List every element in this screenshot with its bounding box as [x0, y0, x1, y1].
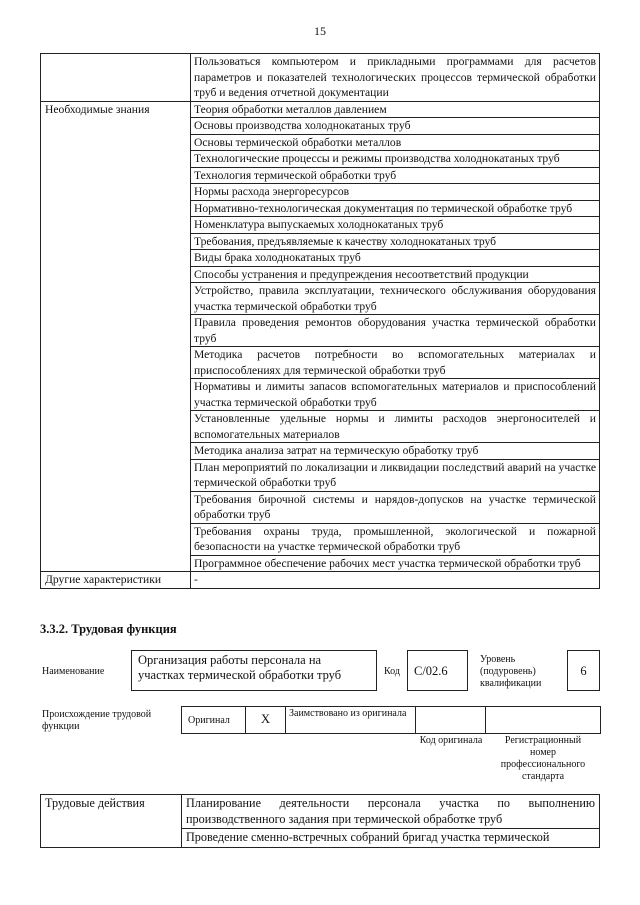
original-code-caption: Код оригинала — [419, 735, 483, 746]
empty-label-cell — [41, 283, 191, 315]
table-row — [41, 443, 600, 460]
table-row — [41, 795, 600, 829]
original-mark-cell — [246, 707, 286, 734]
empty-label-cell — [41, 491, 191, 523]
table-row — [41, 491, 600, 523]
table-row — [41, 250, 600, 267]
knowledge-item: Требования охраны труда, промышленной, экологической и пожарной безопасности на участке термической обработки труб — [191, 523, 600, 555]
original-code-cell — [416, 707, 486, 734]
empty-label-cell — [41, 167, 191, 184]
original-label: Оригинал — [188, 715, 230, 726]
section-title: 3.3.2. Трудовая функция — [40, 622, 177, 636]
knowledge-item: Номенклатура выпускаемых холоднокатаных труб — [191, 217, 600, 234]
empty-label-cell — [41, 315, 191, 347]
knowledge-item: Теория обработки металлов давлением — [191, 101, 600, 118]
table-row — [41, 829, 600, 848]
function-name: Организация работы персонала на участках термической обработки труб — [138, 653, 342, 682]
knowledge-item: Нормы расхода энергоресурсов — [191, 184, 600, 201]
knowledge-item: Методика анализа затрат на термическую обработку труб — [191, 443, 600, 460]
other-value: - — [191, 572, 600, 589]
knowledge-item: Технология термической обработки труб — [191, 167, 600, 184]
empty-label-cell — [41, 118, 191, 135]
knowledge-item: Нормативно-технологическая документация по термической обработке труб — [191, 200, 600, 217]
knowledge-item: Нормативы и лимиты запасов вспомогательных материалов и приспособлений участка термической обработки труб — [191, 379, 600, 411]
table-row — [41, 118, 600, 135]
table-row — [41, 555, 600, 572]
table-row — [41, 379, 600, 411]
empty-label-cell — [41, 266, 191, 283]
other-label: Другие характеристики — [41, 572, 191, 589]
table-row — [41, 266, 600, 283]
knowledge-item: Технологические процессы и режимы производства холоднокатаных труб — [191, 151, 600, 168]
borrowed-cell — [286, 707, 416, 734]
table-row — [41, 233, 600, 250]
knowledge-item: Способы устранения и предупреждения несоответствий продукции — [191, 266, 600, 283]
knowledge-item: Устройство, правила эксплуатации, технического обслуживания оборудования участка термической обработки труб — [191, 283, 600, 315]
table-row — [41, 134, 600, 151]
empty-label-cell — [41, 555, 191, 572]
name-label: Наименование — [42, 666, 105, 677]
empty-label-cell — [41, 829, 182, 848]
knowledge-item: Виды брака холоднокатаных труб — [191, 250, 600, 267]
empty-label-cell — [41, 233, 191, 250]
empty-label-cell — [41, 54, 191, 102]
page-number: 15 — [314, 24, 326, 38]
original-cell — [182, 707, 246, 734]
empty-label-cell — [41, 523, 191, 555]
knowledge-item: Установленные удельные нормы и лимиты расходов энергоносителей и вспомогательных материалов — [191, 411, 600, 443]
empty-label-cell — [41, 200, 191, 217]
table-row — [41, 315, 600, 347]
original-mark: X — [260, 712, 271, 726]
knowledge-table — [40, 53, 600, 589]
origin-label: Происхождение трудовой функции — [42, 709, 152, 732]
knowledge-item: Требования бирочной системы и нарядов-допусков на участке термической обработки труб — [191, 491, 600, 523]
empty-label-cell — [41, 217, 191, 234]
level-box — [567, 650, 600, 691]
table-row — [41, 151, 600, 168]
knowledge-label: Необходимые знания — [41, 101, 191, 118]
empty-label-cell — [41, 411, 191, 443]
empty-label-cell — [41, 151, 191, 168]
empty-label-cell — [41, 184, 191, 201]
function-code-box — [407, 650, 468, 691]
table-row — [41, 54, 600, 102]
action-item: Проведение сменно-встречных собраний бригад участка термической — [182, 829, 600, 848]
table-row — [41, 184, 600, 201]
knowledge-item: Программное обеспечение рабочих мест участка термической обработки труб — [191, 555, 600, 572]
empty-label-cell — [41, 347, 191, 379]
function-name-box — [131, 650, 377, 691]
registration-number-cell — [486, 707, 601, 734]
table-row — [41, 217, 600, 234]
knowledge-item: Основы производства холоднокатаных труб — [191, 118, 600, 135]
knowledge-item: План мероприятий по локализации и ликвидации последствий аварий на участке термической обработки труб — [191, 459, 600, 491]
knowledge-item: Основы термической обработки металлов — [191, 134, 600, 151]
table-row — [41, 411, 600, 443]
table-row — [41, 283, 600, 315]
borrowed-label: Заимствовано из оригинала — [289, 708, 407, 719]
function-code: C/02.6 — [414, 664, 448, 678]
origin-table — [181, 706, 601, 734]
knowledge-item: Требования, предъявляемые к качеству холоднокатаных труб — [191, 233, 600, 250]
table-row — [41, 101, 600, 118]
empty-label-cell — [41, 134, 191, 151]
knowledge-item: Правила проведения ремонтов оборудования участка термической обработки труб — [191, 315, 600, 347]
table-row — [41, 167, 600, 184]
table-row — [41, 347, 600, 379]
action-item: Планирование деятельности персонала участка по выполнению производственного задания при термической обработке труб — [182, 795, 600, 829]
code-label: Код — [384, 666, 400, 677]
actions-table — [40, 794, 600, 848]
table-row — [41, 200, 600, 217]
level-value: 6 — [580, 664, 587, 678]
table-row — [41, 459, 600, 491]
level-label: Уровень (подуровень) квалификации — [480, 654, 542, 689]
empty-label-cell — [41, 250, 191, 267]
knowledge-item: Методика расчетов потребности во вспомогательных материалах и приспособлениях для термической обработки труб — [191, 347, 600, 379]
empty-label-cell — [41, 443, 191, 460]
empty-label-cell — [41, 459, 191, 491]
empty-label-cell — [41, 379, 191, 411]
skill-cell: Пользоваться компьютером и прикладными программами для расчетов параметров и показателей технологических процессов термической обработки труб и ведения отчетной документации — [191, 54, 600, 102]
table-row — [41, 572, 600, 589]
registration-number-caption: Регистрационный номер профессионального стандарта — [500, 735, 586, 782]
actions-label: Трудовые действия — [41, 795, 182, 829]
table-row — [41, 523, 600, 555]
